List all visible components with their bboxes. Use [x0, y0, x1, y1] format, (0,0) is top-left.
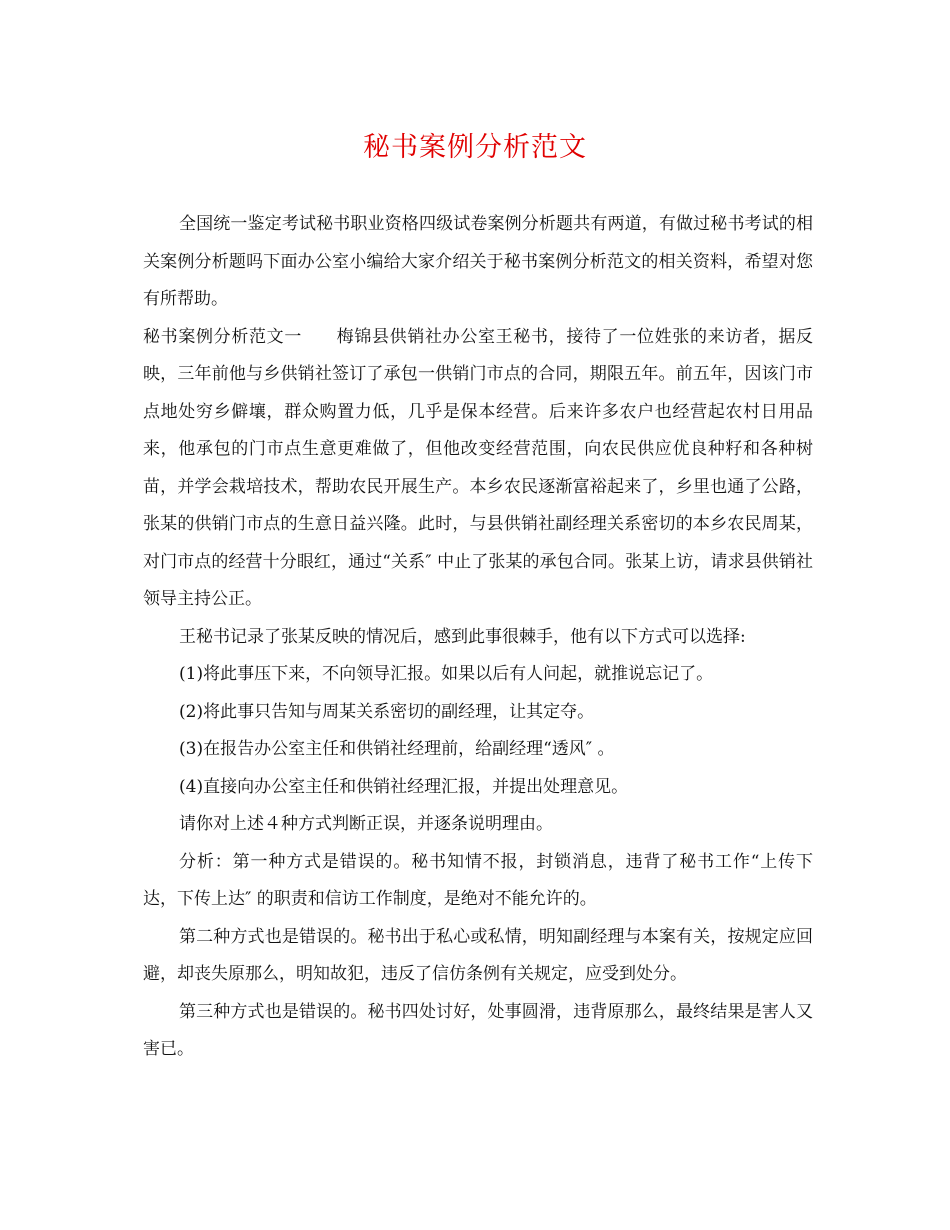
document-title: 秘书案例分析范文	[363, 132, 587, 163]
document-body	[143, 206, 813, 1069]
case-label: 秘书案例分析范文一	[143, 326, 302, 347]
option-item: (2)将此事只告知与周某关系密切的副经理，让其定夺。	[179, 701, 595, 722]
question-paragraph: 请你对上述４种方式判断正误，并逐条说明理由。	[179, 814, 553, 834]
option-item: (1)将此事压下来，不向领导汇报。如果以后有人问起，就推说忘记了。	[179, 664, 714, 684]
intro-paragraph: 全国统一鉴定考试秘书职业资格四级试卷案例分析题共有两道，有做过秘书考试的相关案例分析题吗下面办公室小编给大家介绍关于秘书案例分析范文的相关资料，希望对您有所帮助。	[143, 214, 813, 309]
option-item: (3)在报告办公室主任和供销社经理前，给副经理“透风″ 。	[179, 739, 615, 759]
option-item: (4)直接向办公室主任和供销社经理汇报，并提出处理意见。	[179, 776, 629, 797]
question-intro-paragraph: 王秘书记录了张某反映的情况后，感到此事很棘手，他有以下方式可以选择:	[179, 626, 746, 647]
case-paragraph	[143, 319, 813, 619]
analysis-paragraph: 分析：第一种方式是错误的。秘书知情不报，封锁消息，违背了秘书工作“上传下达，下传上达″ 的职责和信访工作制度，是绝对不能允许的。	[143, 851, 813, 909]
analysis-paragraph: 第三种方式也是错误的。秘书四处讨好，处事圆滑，违背原那么，最终结果是害人又害已。	[143, 1001, 813, 1059]
analysis-paragraph: 第二种方式也是错误的。秘书出于私心或私情，明知副经理与本案有关，按规定应回避，却丧失原那么，明知故犯，违反了信仿条例有关规定，应受到处分。	[143, 926, 813, 984]
case-text: 梅锦县供销社办公室王秘书，接待了一位姓张的来访者，据反映，三年前他与乡供销社签订了承包一供销门市点的合同，期限五年。前五年，因该门市点地处穷乡僻壤，群众购置力低，几乎是保本经营。后来许多农户也经营起农村日用品来，他承包的门市点生意更难做了，但他改变经营范围，向农民供应优良种籽和各种树苗，并学会栽培技术，帮助农民开展生产。本乡农民逐渐富裕起来了，乡里也通了公路，张某的供销门市点的生意日益兴隆。此时，与县供销社副经理关系密切的本乡农民周某，对门市点的经营十分眼红，通过“关系″ 中止了张某的承包合同。张某上访，请求县供销社领导主持公正。	[143, 326, 813, 609]
